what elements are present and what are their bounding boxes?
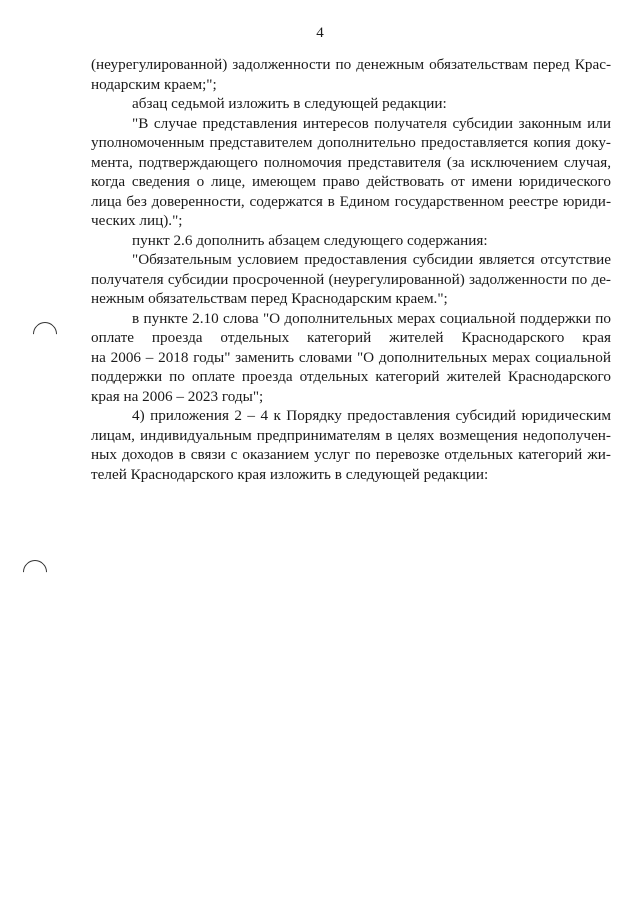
document-body bbox=[91, 55, 611, 484]
text-line: лицам, индивидуальным предпринимателям в целях возмещения недополучен- bbox=[91, 426, 611, 444]
text-line: "Обязательным условием предоставления субсидии является отсутствие bbox=[132, 251, 611, 268]
text-line: на 2006 – 2018 годы" заменить словами "О дополнительных мерах социальной bbox=[91, 348, 611, 366]
text-line: нежным обязательствам перед Краснодарским краем."; bbox=[91, 290, 448, 307]
text-line: края на 2006 – 2023 годы"; bbox=[91, 387, 264, 405]
text-line: уполномоченным представителем дополнительно предоставляется копия доку- bbox=[91, 134, 611, 151]
text-line: в пункте 2.10 слова "О дополнительных мерах социальной поддержки по bbox=[132, 309, 611, 327]
text-line: ных доходов в связи с оказанием услуг по перевозке отдельных категорий жи- bbox=[91, 446, 611, 463]
text-line: пункт 2.6 дополнить абзацем следующего содержания: bbox=[132, 231, 488, 249]
punch-hole-mark-top bbox=[28, 317, 62, 351]
text-line: телей Краснодарского края изложить в следующей редакции: bbox=[91, 465, 489, 483]
text-line: лица без доверенности, содержатся в Едином государственном реестре юриди- bbox=[91, 192, 611, 210]
text-line: когда сведения о лице, имеющем право действовать от имени юридического bbox=[91, 173, 611, 190]
text-line: получателя субсидии просроченной (неурегулированной) задолженности по де- bbox=[91, 270, 611, 288]
text-line: мента, подтверждающего полномочия представителя (за исключением случая, bbox=[91, 153, 611, 171]
text-line: 4) приложения 2 – 4 к Порядку предоставления субсидий юридическим bbox=[132, 407, 611, 424]
text-line: абзац седьмой изложить в следующей редакции: bbox=[132, 95, 447, 112]
text-line: ческих лиц)."; bbox=[91, 212, 183, 229]
text-line: нодарским краем;"; bbox=[91, 75, 217, 93]
text-line: оплате проезда отдельных категорий жителей Краснодарского края bbox=[91, 329, 611, 346]
text-line: "В случае представления интересов получателя субсидии законным или bbox=[132, 114, 611, 132]
text-line: (неурегулированной) задолженности по денежным обязательствам перед Крас- bbox=[91, 56, 611, 73]
text-line: поддержки по оплате проезда отдельных категорий жителей Краснодарского bbox=[91, 368, 611, 385]
punch-hole-mark-bottom bbox=[18, 555, 52, 589]
page-number: 4 bbox=[316, 25, 324, 41]
